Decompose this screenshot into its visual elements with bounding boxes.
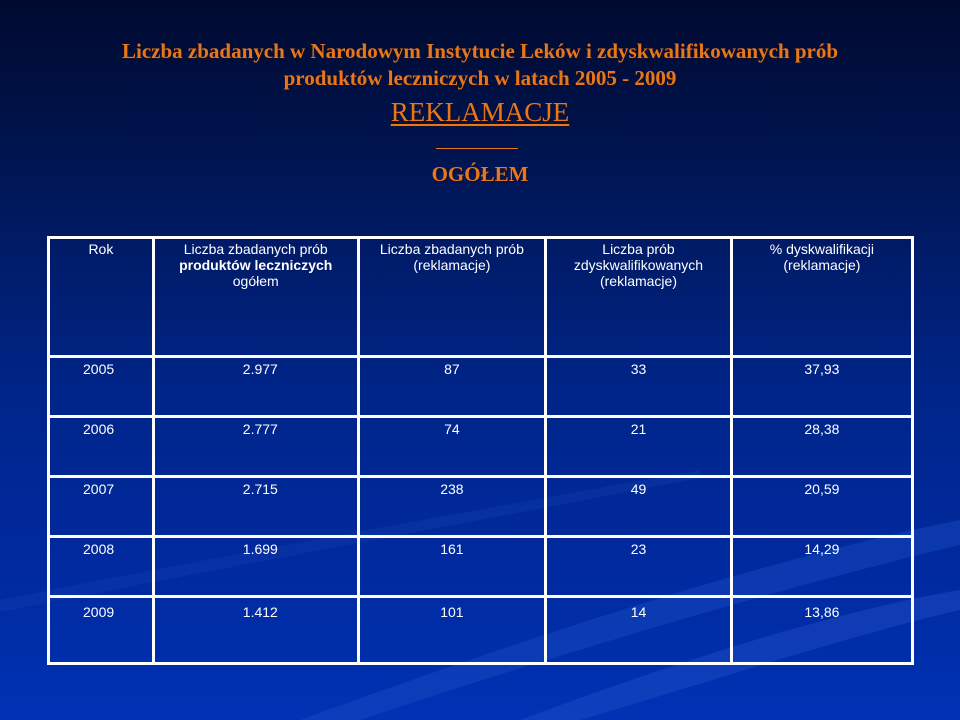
cell-disqualified: 33 [546,357,732,417]
table-header-row [49,238,913,357]
header-complaints: Liczba zbadanych prób (reklamacje) [358,238,546,357]
header-total [153,238,358,357]
cell-complaints: 101 [358,597,546,664]
cell-total: 1.412 [153,597,358,664]
cell-disqualified: 23 [546,537,732,597]
table-row [49,417,913,477]
cell-percent: 14,29 [731,537,912,597]
cell-total: 2.715 [153,477,358,537]
table-row [49,477,913,537]
header-disqualified: Liczba prób zdyskwalifikowanych (reklamacje) [546,238,732,357]
cell-complaints: 238 [358,477,546,537]
cell-percent: 20,59 [731,477,912,537]
header-total-line2: produktów leczniczych [179,257,333,273]
header-total-line3: ogółem [232,273,279,289]
title-divider [436,148,518,149]
cell-percent: 28,38 [731,417,912,477]
slide-title [0,38,960,92]
header-percent: % dyskwalifikacji (reklamacje) [731,238,912,357]
slide-subtitle: REKLAMACJE [390,97,570,127]
cell-total: 2.777 [153,417,358,477]
cell-total: 2.977 [153,357,358,417]
cell-year: 2005 [49,357,154,417]
section-heading: OGÓŁEM [431,162,529,186]
slide-title-line1: Liczba zbadanych w Narodowym Instytucie Leków i zdyskwalifikowanych prób [121,39,839,63]
slide-title-line2: produktów leczniczych w latach 2005 - 2009 [283,66,677,90]
header-total-line1: Liczba zbadanych prób [183,241,328,257]
cell-disqualified: 21 [546,417,732,477]
cell-disqualified: 49 [546,477,732,537]
cell-percent: 37,93 [731,357,912,417]
cell-year: 2007 [49,477,154,537]
header-year: Rok [49,238,154,357]
table-row [49,357,913,417]
cell-total: 1.699 [153,537,358,597]
cell-complaints: 74 [358,417,546,477]
cell-year: 2009 [49,597,154,664]
cell-complaints: 161 [358,537,546,597]
cell-year: 2006 [49,417,154,477]
table-row [49,597,913,664]
cell-year: 2008 [49,537,154,597]
cell-complaints: 87 [358,357,546,417]
table-row [49,537,913,597]
cell-disqualified: 14 [546,597,732,664]
results-table [47,236,914,665]
cell-percent: 13,86 [731,597,912,664]
